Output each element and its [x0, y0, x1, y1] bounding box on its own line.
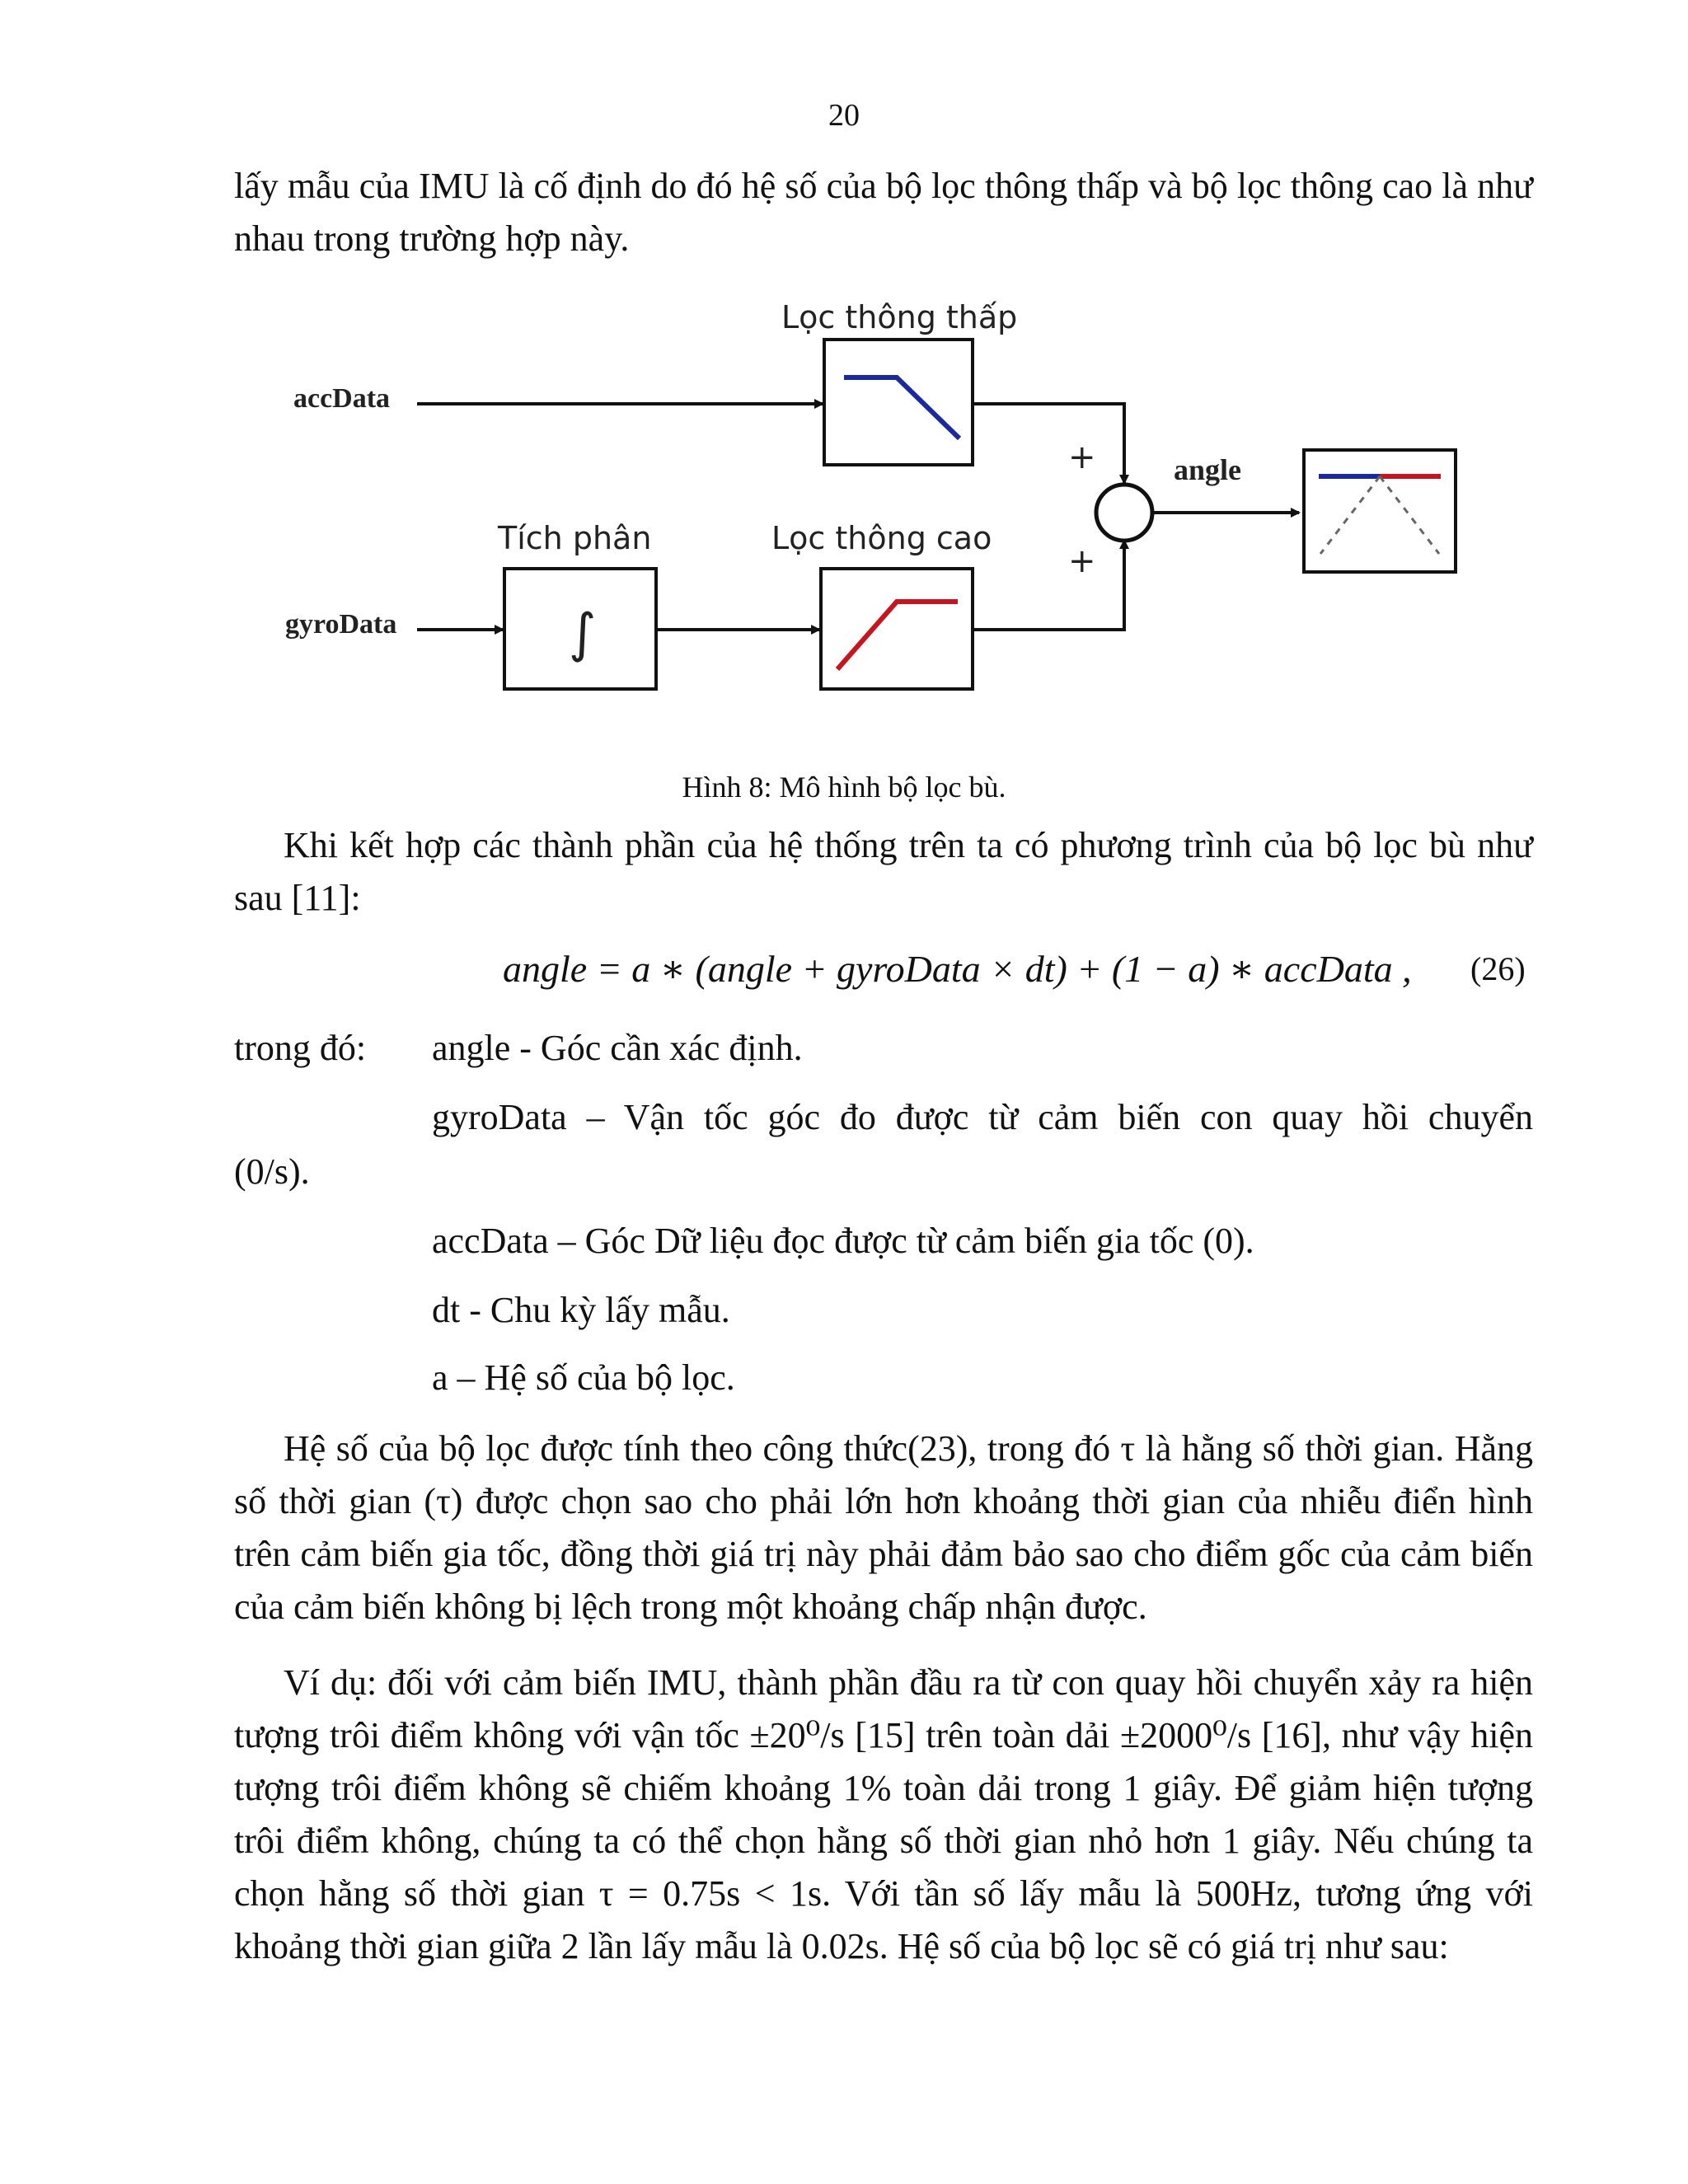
def-angle: angle - Góc cần xác định.	[432, 1028, 803, 1068]
lowpass-block	[824, 340, 973, 465]
def-dt: dt - Chu kỳ lấy mẫu.	[432, 1290, 730, 1330]
highpass-to-sum-line	[973, 541, 1124, 630]
summing-junction	[1096, 485, 1152, 541]
lowpass-to-sum-line	[973, 404, 1124, 483]
equation-26: angle = a ∗ (angle + gyroData × dt) + (1 − a) ∗ accData ,	[503, 948, 1412, 990]
acc-input-label: accData	[293, 383, 391, 414]
output-label: angle	[1174, 453, 1242, 486]
page-number: 20	[828, 98, 860, 133]
highpass-label: Lọc thông cao	[771, 520, 992, 556]
def-a: a – Hệ số của bộ lọc.	[432, 1357, 735, 1398]
lowpass-label: Lọc thông thấp	[781, 299, 1018, 335]
def-gyro-line2: (0/s).	[234, 1151, 310, 1192]
integrator-label: Tích phân	[498, 520, 652, 556]
plus-top: +	[1068, 438, 1096, 476]
integral-symbol: ∫	[569, 603, 597, 664]
figure-caption: Hình 8: Mô hình bộ lọc bù.	[682, 771, 1006, 804]
def-acc: accData – Góc Dữ liệu đọc được từ cảm biến gia tốc (0).	[432, 1221, 1254, 1261]
output-block	[1304, 450, 1456, 572]
intro-paragraph: lấy mẫu của IMU là cố định do đó hệ số của bộ lọc thông thấp và bộ lọc thông cao là như nhau trong trường hợp này.	[234, 166, 1533, 259]
plus-bottom: +	[1068, 542, 1096, 580]
definitions-lead: trong đó:	[234, 1028, 367, 1068]
equation-number: (26)	[1470, 950, 1526, 987]
highpass-block	[821, 569, 973, 689]
para-tau: Hệ số của bộ lọc được tính theo công thức(23), trong đó τ là hằng số thời gian. Hằng số thời gian (τ) được chọn sao cho phải lớn hơn khoảng thời gian của nhiễu điển hình trên cảm biến gia tốc, đồng thời giá trị này phải đảm bảo sao cho điểm gốc của cảm biến của cảm biến không bị lệch trong một khoảng chấp nhận được.	[234, 1428, 1533, 1627]
def-gyro-line1: gyroData – Vận tốc góc đo được từ cảm biến con quay hồi chuyển	[432, 1097, 1533, 1137]
para-example: Ví dụ: đối với cảm biến IMU, thành phần đầu ra từ con quay hồi chuyển xảy ra hiện tượng trôi điểm không với vận tốc ±20⁰/s [15] trên toàn dải ±2000⁰/s [16], như vậy hiện tượng trôi điểm không sẽ chiếm khoảng 1% toàn dải trong 1 giây. Để giảm hiện tượng trôi điểm không, chúng ta có thể chọn hằng số thời gian nhỏ hơn 1 giây. Nếu chúng ta chọn hằng số thời gian τ = 0.75s < 1s. Với tần số lấy mẫu là 500Hz, tương ứng với khoảng thời gian giữa 2 lần lấy mẫu là 0.02s. Hệ số của bộ lọc sẽ có giá trị như sau:	[234, 1662, 1533, 1966]
para-before-equation: Khi kết hợp các thành phần của hệ thống trên ta có phương trình của bộ lọc bù như sau [11]:	[234, 825, 1533, 918]
gyro-input-label: gyroData	[285, 609, 397, 640]
complementary-filter-diagram	[272, 288, 1484, 717]
